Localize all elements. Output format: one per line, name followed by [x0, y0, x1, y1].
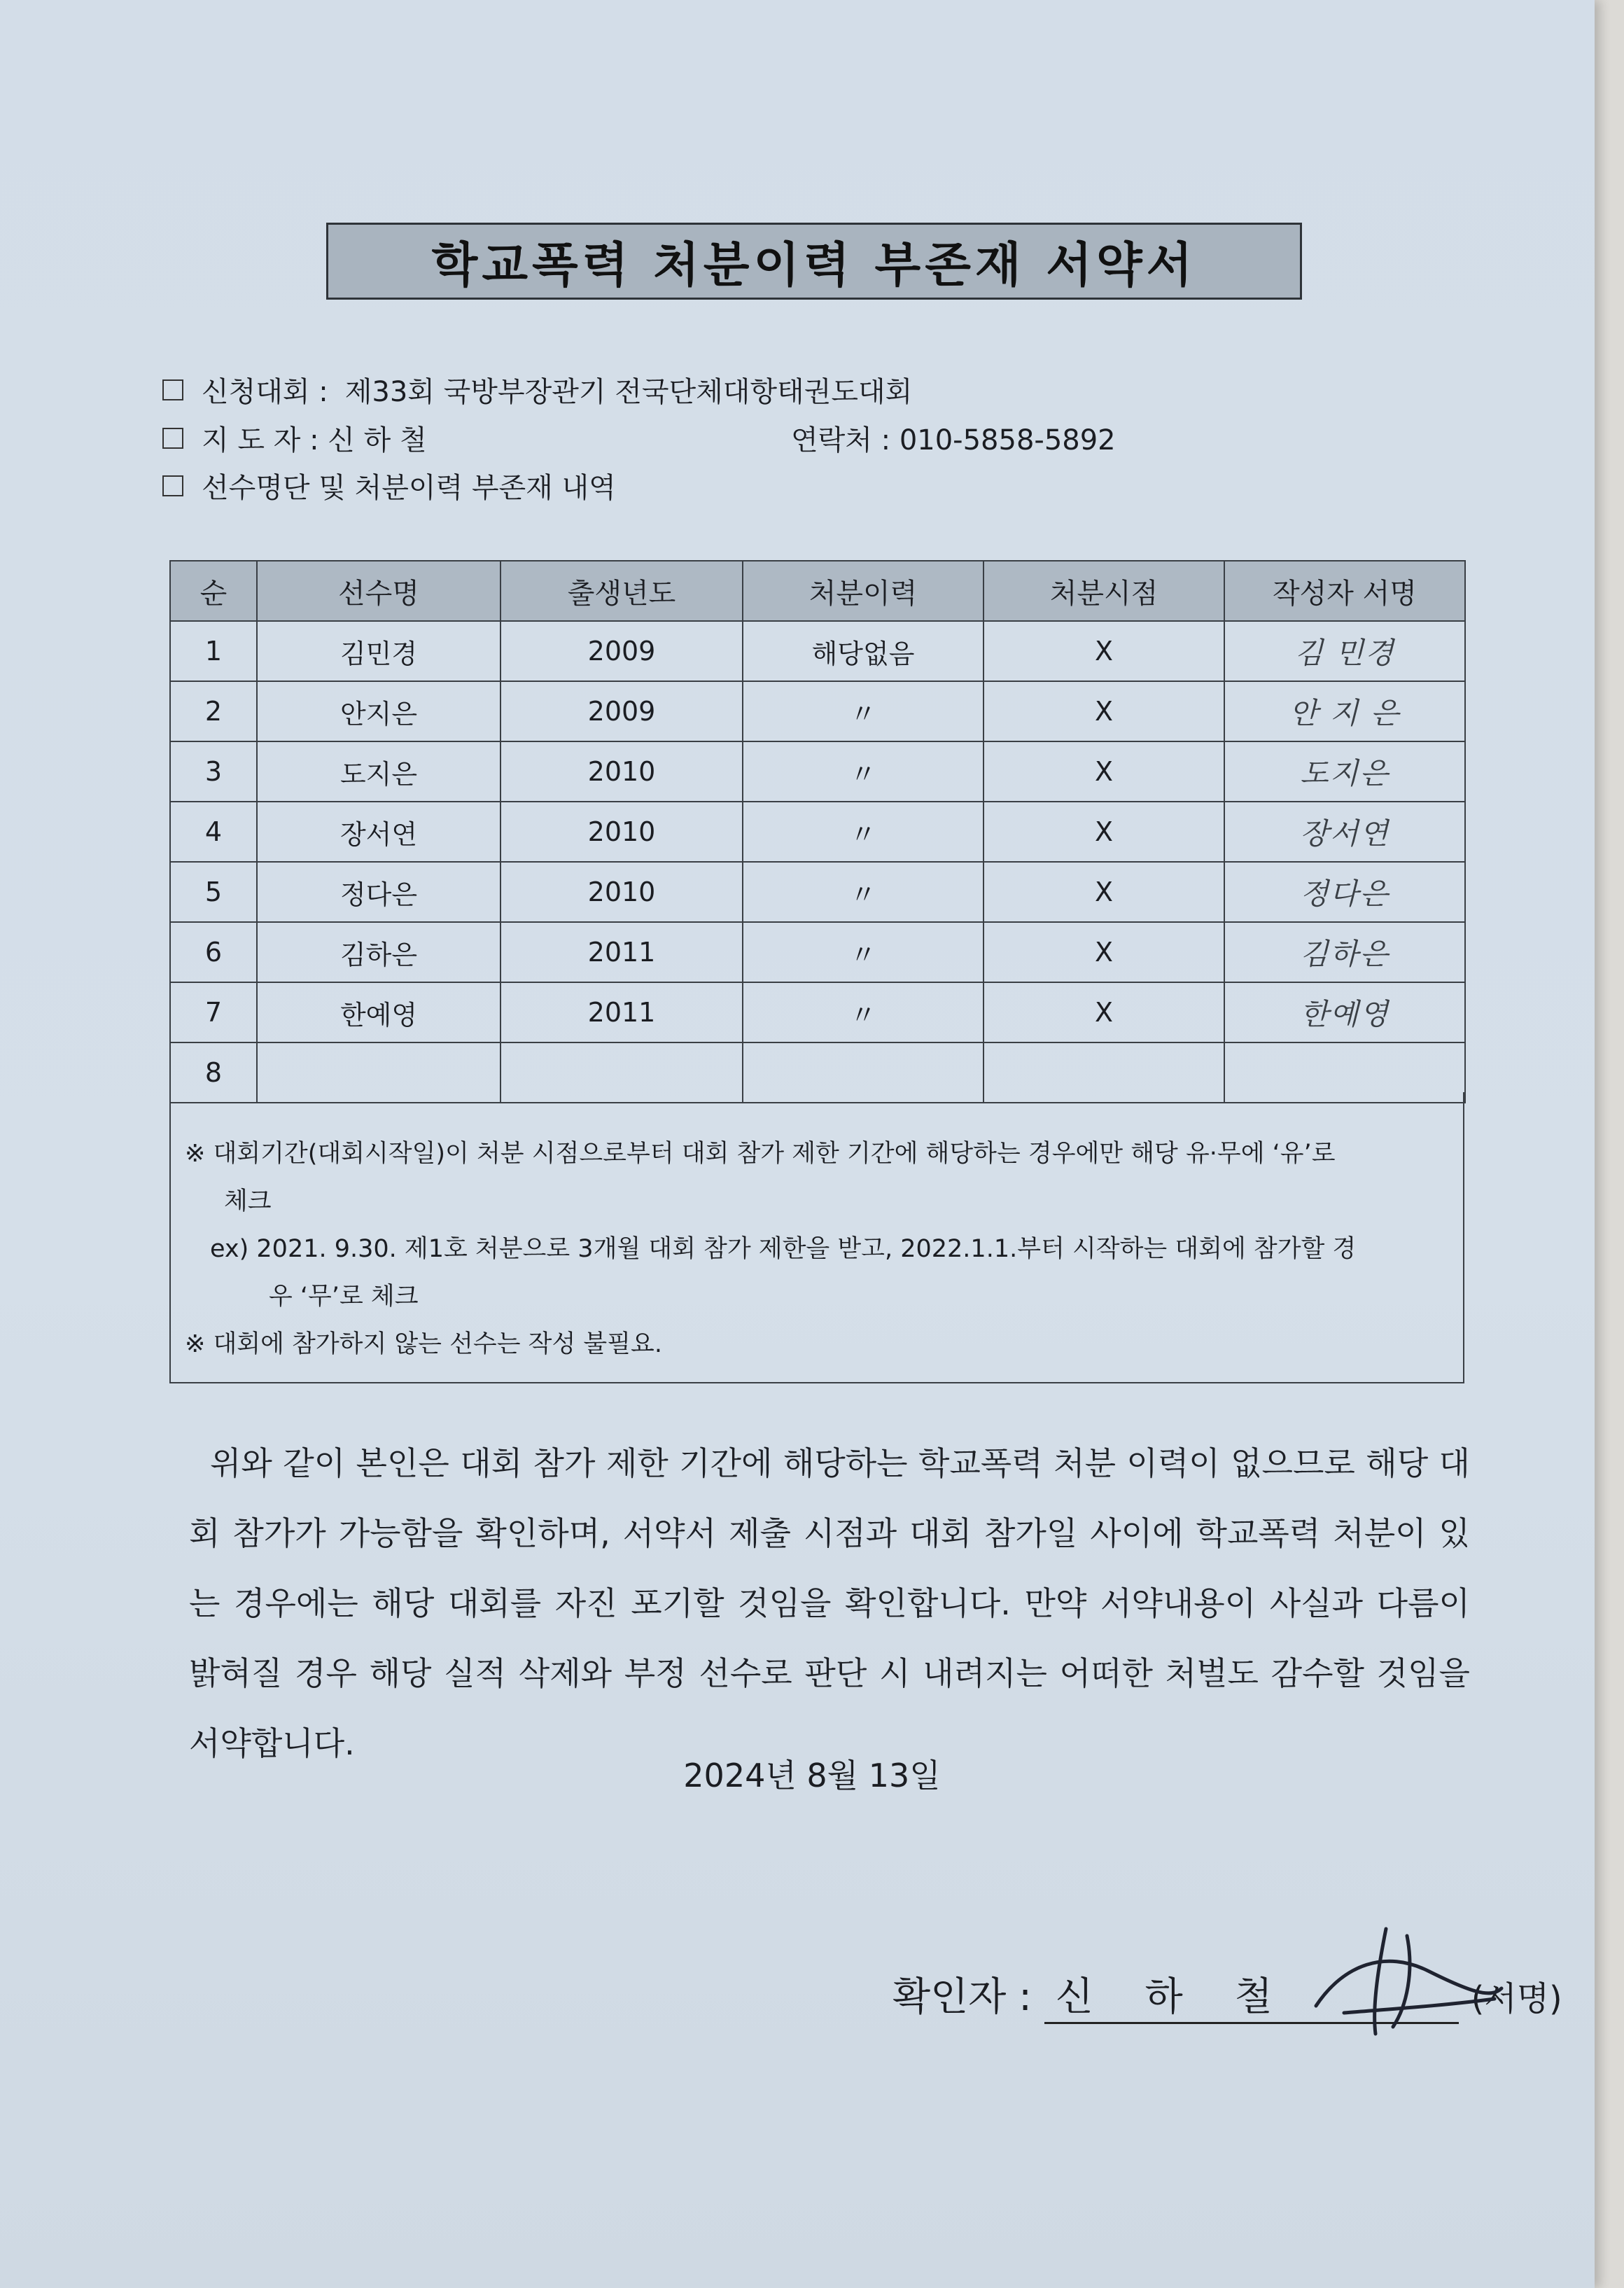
table-row [170, 681, 1465, 741]
cell-year: 2010 [500, 862, 743, 922]
header-no: 순 [170, 561, 257, 621]
header-time: 처분시점 [983, 561, 1224, 621]
note-line: ※ 대회에 참가하지 않는 선수는 작성 불필요. [185, 1330, 662, 1358]
cell-no: 3 [170, 741, 257, 802]
cell-signature: 도지은 [1224, 741, 1465, 802]
document-title-box [326, 223, 1302, 300]
seal-label: (서명) [1471, 1979, 1562, 2018]
contact-info: 연락처 : 010-5858-5892 [791, 424, 1116, 456]
checkbox-icon [162, 379, 183, 400]
table-row [170, 862, 1465, 922]
cell-year: 2009 [500, 681, 743, 741]
cell-signature: 안 지 은 [1224, 681, 1465, 741]
cell-history: 해당없음 [743, 621, 983, 681]
cell-history: 〃 [743, 741, 983, 802]
confirmer-name: 신 하 철 [1044, 1966, 1459, 2024]
cell-history: 〃 [743, 681, 983, 741]
checkbox-icon [162, 475, 183, 496]
cell-time: X [983, 802, 1224, 862]
header-signature: 작성자 서명 [1224, 561, 1465, 621]
header-name: 선수명 [257, 561, 500, 621]
cell-no: 4 [170, 802, 257, 862]
cell-time: X [983, 741, 1224, 802]
table-row [170, 802, 1465, 862]
cell-time: X [983, 862, 1224, 922]
handwritten-signature-icon [1302, 1922, 1512, 2041]
cell-history: 〃 [743, 802, 983, 862]
cell-time: X [983, 621, 1224, 681]
cell-name: 장서연 [257, 802, 500, 862]
cell-signature: 김 민경 [1224, 621, 1465, 681]
note-line: ※ 대회기간(대회시작일)이 처분 시점으로부터 대회 참가 제한 기간에 해당하는 경우에만 해당 유·무에 ‘유’로 [185, 1140, 1336, 1168]
coach-line [162, 418, 427, 458]
cell-year: 2011 [500, 922, 743, 982]
cell-no: 1 [170, 621, 257, 681]
cell-year: 2010 [500, 802, 743, 862]
cell-no: 7 [170, 982, 257, 1042]
table-header-row [170, 561, 1465, 621]
competition-label: 신청대회 : [202, 376, 328, 408]
confirmer-label: 확인자 : [892, 1974, 1032, 2020]
header-year: 출생년도 [500, 561, 743, 621]
header-history: 처분이력 [743, 561, 983, 621]
cell-year: 2011 [500, 982, 743, 1042]
cell-history: 〃 [743, 922, 983, 982]
cell-no: 2 [170, 681, 257, 741]
cell-time: X [983, 922, 1224, 982]
cell-time: X [983, 681, 1224, 741]
cell-signature: 장서연 [1224, 802, 1465, 862]
cell-name: 한예영 [257, 982, 500, 1042]
table-row [170, 922, 1465, 982]
document-title: 학교폭력 처분이력 부존재 서약서 [431, 237, 1197, 293]
cell-time: X [983, 982, 1224, 1042]
table-row [170, 741, 1465, 802]
competition-line [162, 370, 912, 410]
cell-signature: 김하은 [1224, 922, 1465, 982]
coach-label: 지 도 자 : 신 하 철 [202, 424, 427, 456]
document-date: 2024년 8월 13일 [683, 1757, 941, 1794]
roster-label: 선수명단 및 처분이력 부존재 내역 [202, 472, 616, 504]
pledge-text: 위와 같이 본인은 대회 참가 제한 기간에 해당하는 학교폭력 처분 이력이 없으므로 해당 대회 참가가 가능함을 확인하며, 서약서 제출 시점과 대회 참가일 사이에 학교폭력 처분이 있는 경우에는 해당 대회를 자진 포기할 것임을 확인합니다. 만약 서약내용이 사실과 다름이 밝혀질 경우 해당 실적 삭제와 부정 선수로 판단 시 내려지는 어떠한 처벌도 감수할 것임을 서약합니다. [189, 1444, 1470, 1762]
cell-name: 정다은 [257, 862, 500, 922]
cell-no: 5 [170, 862, 257, 922]
cell-signature: 한예영 [1224, 982, 1465, 1042]
roster-line [162, 466, 616, 505]
cell-no: 8 [170, 1042, 257, 1103]
checkbox-icon [162, 428, 183, 449]
notes-box [169, 1092, 1464, 1383]
note-example: ex) 2021. 9.30. 제1호 처분으로 3개월 대회 참가 제한을 받고, 2022.1.1.부터 시작하는 대회에 참가할 경 [210, 1235, 1357, 1263]
cell-name: 도지은 [257, 741, 500, 802]
table-row [170, 982, 1465, 1042]
cell-name: 김민경 [257, 621, 500, 681]
pledge-paragraph [189, 1428, 1470, 1778]
cell-name: 김하은 [257, 922, 500, 982]
competition-value: 제33회 국방부장관기 전국단체대항태권도대회 [344, 376, 913, 408]
cell-history: 〃 [743, 982, 983, 1042]
note-line: 체크 [224, 1187, 272, 1215]
cell-no: 6 [170, 922, 257, 982]
note-example-cont: 우 ‘무’로 체크 [269, 1283, 419, 1311]
cell-name: 안지은 [257, 681, 500, 741]
table-row [170, 621, 1465, 681]
cell-year: 2009 [500, 621, 743, 681]
cell-year: 2010 [500, 741, 743, 802]
roster-table [169, 560, 1466, 1103]
cell-history: 〃 [743, 862, 983, 922]
cell-signature: 정다은 [1224, 862, 1465, 922]
